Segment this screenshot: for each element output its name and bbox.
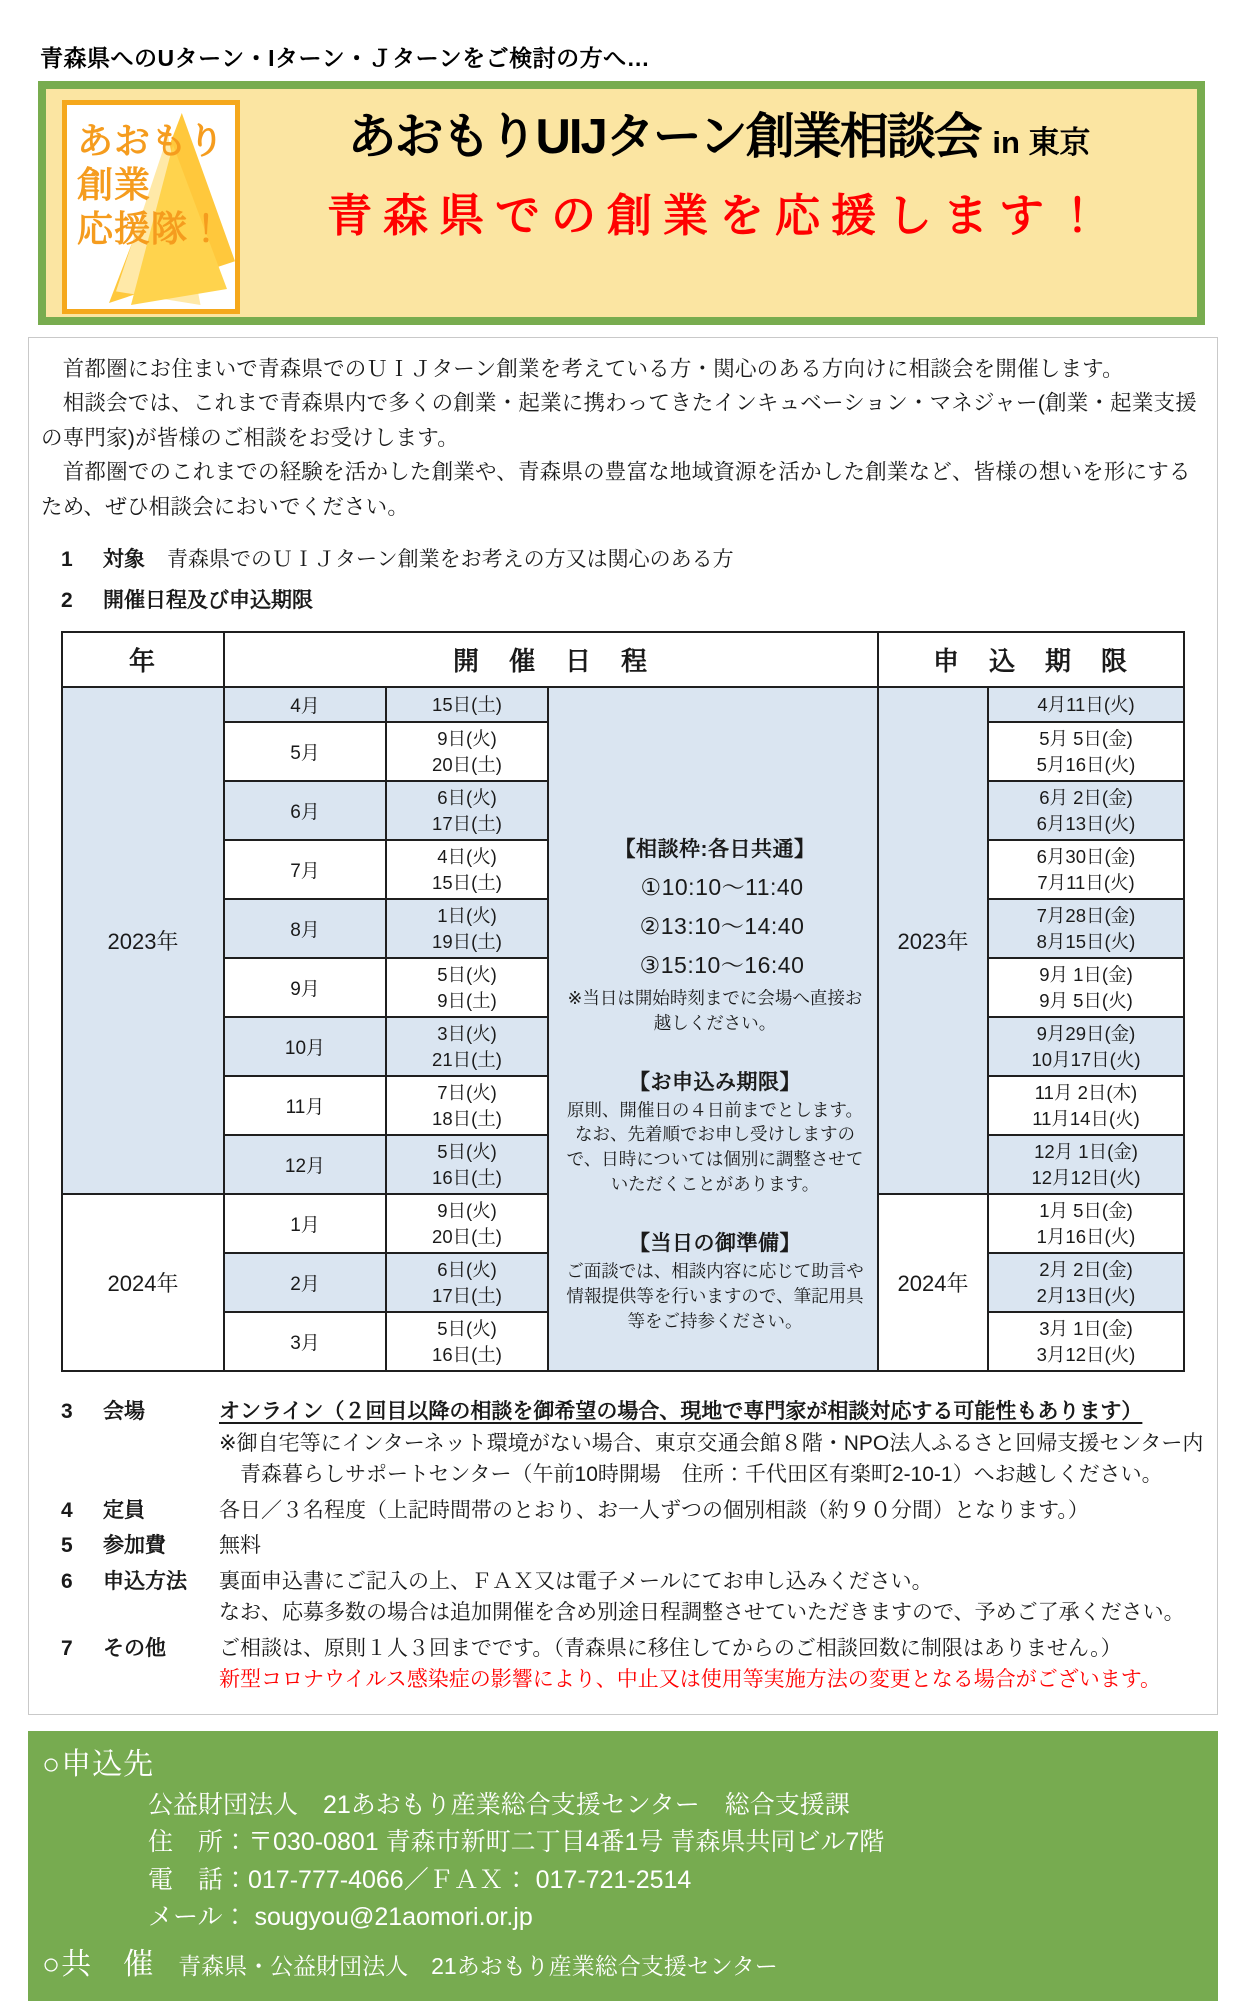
slot-times bbox=[565, 869, 865, 980]
month-cell: 9月 bbox=[224, 958, 386, 1017]
item-content: 青森県でのＵＩＪターン創業をお考えの方又は関心のある方 bbox=[167, 547, 734, 571]
schedule-table-body bbox=[62, 687, 1184, 1371]
deadline-cell: 6月30日(金) 7月11日(火) bbox=[988, 840, 1184, 899]
item-number: 2 bbox=[61, 588, 73, 612]
item-number: 1 bbox=[61, 547, 73, 571]
consultation-info bbox=[551, 715, 875, 1344]
detail-venue bbox=[41, 1396, 1207, 1491]
slot-time-1: ①10:10～11:40 bbox=[640, 873, 804, 900]
event-banner bbox=[38, 81, 1205, 325]
other-main: ご相談は、原則１人３回までです。（青森県に移住してからのご相談回数に制限はありません。） bbox=[219, 1636, 1122, 1660]
deadline-cell: 12月 1日(金) 12月12日(火) bbox=[988, 1135, 1184, 1194]
cohost-text: 青森県・公益財団法人 21あおもり産業総合支援センター bbox=[178, 1952, 778, 1979]
month-cell: 10月 bbox=[224, 1017, 386, 1076]
item-number: 7 bbox=[61, 1636, 73, 1660]
logo-line-2: 創業 bbox=[77, 163, 152, 205]
deadline-year-cell: 2024年 bbox=[878, 1194, 988, 1371]
slot-title: 【相談枠:各日共通】 bbox=[614, 837, 816, 861]
item-schedule-heading bbox=[41, 585, 1207, 618]
prep-title: 【当日の御準備】 bbox=[629, 1231, 801, 1255]
event-days-cell: 5日(火) 16日(土) bbox=[386, 1312, 548, 1371]
aomori-sogyo-ouentai-logo bbox=[62, 100, 240, 314]
venue-note-1: ※御自宅等にインターネット環境がない場合、東京交通会館８階・NPO法人ふるさと回帰支援センター内 bbox=[219, 1431, 1204, 1455]
event-days-cell: 15日(土) bbox=[386, 687, 548, 722]
year-cell: 2023年 bbox=[62, 687, 224, 1194]
venue-note-2: 青森暮らしサポートセンター（午前10時開場 住所：千代田区有楽町2-10-1）へお越しください。 bbox=[240, 1463, 1163, 1487]
deadline-cell: 6月 2日(金) 6月13日(火) bbox=[988, 781, 1184, 840]
application-footer bbox=[28, 1731, 1218, 2001]
month-cell: 8月 bbox=[224, 899, 386, 958]
event-title bbox=[241, 111, 1197, 165]
item-target bbox=[41, 544, 1207, 577]
main-content bbox=[28, 337, 1218, 1715]
month-cell: 12月 bbox=[224, 1135, 386, 1194]
deadline-cell: 3月 1日(金) 3月12日(火) bbox=[988, 1312, 1184, 1371]
detail-other bbox=[41, 1633, 1207, 1696]
event-days-cell: 9日(火) 20日(土) bbox=[386, 722, 548, 781]
cohost-label: ○共 催 bbox=[42, 1947, 155, 1981]
event-days-cell: 4日(火) 15日(土) bbox=[386, 840, 548, 899]
year-cell: 2024年 bbox=[62, 1194, 224, 1371]
month-cell: 5月 bbox=[224, 722, 386, 781]
event-days-cell: 5日(火) 9日(土) bbox=[386, 958, 548, 1017]
text-line: メール： sougyou@21aomori.or.jp bbox=[148, 1903, 533, 1932]
text-line: 首都圏でのこれまでの経験を活かした創業や、青森県の豊富な地域資源を活かした創業など、皆様の想いを形にするため、ぜひ相談会においでください。 bbox=[41, 460, 1191, 519]
event-days-cell: 6日(火) 17日(土) bbox=[386, 781, 548, 840]
event-title-location: in 東京 bbox=[992, 125, 1091, 160]
slot-time-3: ③15:10～16:40 bbox=[639, 951, 805, 978]
deadline-cell: 4月11日(火) bbox=[988, 687, 1184, 722]
event-days-cell: 5日(火) 16日(土) bbox=[386, 1135, 548, 1194]
event-days-cell: 1日(火) 19日(土) bbox=[386, 899, 548, 958]
month-cell: 7月 bbox=[224, 840, 386, 899]
apply-contact-lines bbox=[148, 1787, 1208, 1937]
text-line: 住 所：〒030-0801 青森市新町二丁目4番1号 青森県共同ビル7階 bbox=[148, 1828, 885, 1857]
detail-capacity bbox=[41, 1495, 1207, 1527]
item-number: 5 bbox=[61, 1534, 73, 1558]
apply-method-note: なお、応募多数の場合は追加開催を含め別途日程調整させていただきますので、予めご了承ください。 bbox=[219, 1601, 1185, 1625]
item-label: その他 bbox=[103, 1636, 166, 1660]
item-label: 参加費 bbox=[103, 1534, 166, 1558]
deadline-title: 【お申込み期限】 bbox=[629, 1070, 801, 1094]
apply-method-main: 裏面申込書にご記入の上、ＦＡＸ又は電子メールにてお申し込みください。 bbox=[219, 1569, 933, 1593]
cohost-row bbox=[42, 1939, 1208, 1983]
item-content bbox=[219, 1566, 1207, 1629]
month-cell: 2月 bbox=[224, 1253, 386, 1312]
apply-to-title: ○申込先 bbox=[42, 1747, 155, 1781]
deadline-cell: 7月28日(金) 8月15日(火) bbox=[988, 899, 1184, 958]
numbered-items bbox=[41, 544, 1207, 617]
event-title-text: あおもりUIJターン創業相談会 bbox=[347, 110, 981, 164]
text-line: 電 話：017-777-4066／ＦＡＸ： 017-721-2514 bbox=[148, 1865, 692, 1894]
detail-items bbox=[41, 1396, 1207, 1696]
item-number: 3 bbox=[61, 1400, 73, 1424]
deadline-cell: 9月 1日(金) 9月 5日(火) bbox=[988, 958, 1184, 1017]
schedule-header-row bbox=[62, 632, 1184, 687]
item-label: 会場 bbox=[103, 1400, 145, 1424]
text-line: 首都圏にお住まいで青森県でのＵＩＪターン創業を考えている方・関心のある方向けに相談会を開催します。 bbox=[41, 357, 1124, 381]
month-cell: 1月 bbox=[224, 1194, 386, 1253]
venue-online-note: オンライン（２回目以降の相談を御希望の場合、現地で専門家が相談対応する可能性もあります） bbox=[219, 1400, 1143, 1424]
deadline-year-cell: 2023年 bbox=[878, 687, 988, 1194]
text-line: 相談会では、これまで青森県内で多くの創業・起業に携わってきたインキュベーション・マネジャー(創業・起業支援の専門家)が皆様のご相談をお受けします。 bbox=[41, 391, 1197, 450]
event-days-cell: 6日(火) 17日(土) bbox=[386, 1253, 548, 1312]
covid-warning: 新型コロナウイルス感染症の影響により、中止又は使用等実施方法の変更となる場合がございます。 bbox=[219, 1668, 1162, 1692]
slot-time-2: ②13:10～14:40 bbox=[639, 912, 805, 939]
top-note: 青森県へのUターン・Iターン・Ｊターンをご検討の方へ… bbox=[40, 45, 651, 71]
item-label: 申込方法 bbox=[103, 1569, 187, 1593]
month-cell: 4月 bbox=[224, 687, 386, 722]
item-content: 各日／３名程度（上記時間帯のとおり、お一人ずつの個別相談（約９０分間）となります。） bbox=[219, 1498, 1089, 1522]
item-content bbox=[219, 1633, 1207, 1696]
header-year: 年 bbox=[62, 632, 224, 687]
detail-fee bbox=[41, 1530, 1207, 1562]
event-days-cell: 9日(火) 20日(土) bbox=[386, 1194, 548, 1253]
month-cell: 11月 bbox=[224, 1076, 386, 1135]
schedule-row bbox=[62, 687, 1184, 722]
event-subtitle: 青森県での創業を応援します！ bbox=[326, 190, 1111, 241]
info-cell bbox=[548, 687, 878, 1371]
deadline-cell: 9月29日(金) 10月17日(火) bbox=[988, 1017, 1184, 1076]
header-deadline: 申 込 期 限 bbox=[878, 632, 1184, 687]
item-content: 無料 bbox=[219, 1534, 261, 1558]
item-number: 4 bbox=[61, 1498, 73, 1522]
text-line: 公益財団法人 21あおもり産業総合支援センター 総合支援課 bbox=[148, 1790, 850, 1819]
logo-line-3: 応援隊！ bbox=[77, 207, 226, 249]
deadline-text: 原則、開催日の４日前までとします。なお、先着順でお申し受けしますので、日時については個別に調整させていただくことがあります。 bbox=[566, 1099, 864, 1195]
deadline-cell: 11月 2日(木) 11月14日(火) bbox=[988, 1076, 1184, 1135]
deadline-cell: 1月 5日(金) 1月16日(火) bbox=[988, 1194, 1184, 1253]
deadline-cell: 2月 2日(金) 2月13日(火) bbox=[988, 1253, 1184, 1312]
event-days-cell: 3日(火) 21日(土) bbox=[386, 1017, 548, 1076]
item-label: 対象 bbox=[103, 547, 145, 571]
header-dates: 開 催 日 程 bbox=[224, 632, 878, 687]
slot-note: ※当日は開始時刻までに会場へ直接お越しください。 bbox=[567, 987, 863, 1033]
event-days-cell: 7日(火) 18日(土) bbox=[386, 1076, 548, 1135]
prep-text: ご面談では、相談内容に応じて助言や情報提供等を行いますので、筆記用具等をご持参ください。 bbox=[566, 1260, 864, 1331]
month-cell: 3月 bbox=[224, 1312, 386, 1371]
logo-line-1: あおもり bbox=[77, 120, 226, 161]
logo-text bbox=[77, 119, 235, 251]
deadline-cell: 5月 5日(金) 5月16日(火) bbox=[988, 722, 1184, 781]
schedule-table bbox=[61, 631, 1185, 1372]
item-content bbox=[219, 1396, 1207, 1491]
banner-main bbox=[241, 89, 1197, 244]
item-number: 6 bbox=[61, 1569, 73, 1593]
item-label: 定員 bbox=[103, 1498, 145, 1522]
item-label: 開催日程及び申込期限 bbox=[103, 588, 313, 612]
month-cell: 6月 bbox=[224, 781, 386, 840]
intro-paragraphs bbox=[41, 352, 1207, 524]
detail-apply-method bbox=[41, 1566, 1207, 1629]
